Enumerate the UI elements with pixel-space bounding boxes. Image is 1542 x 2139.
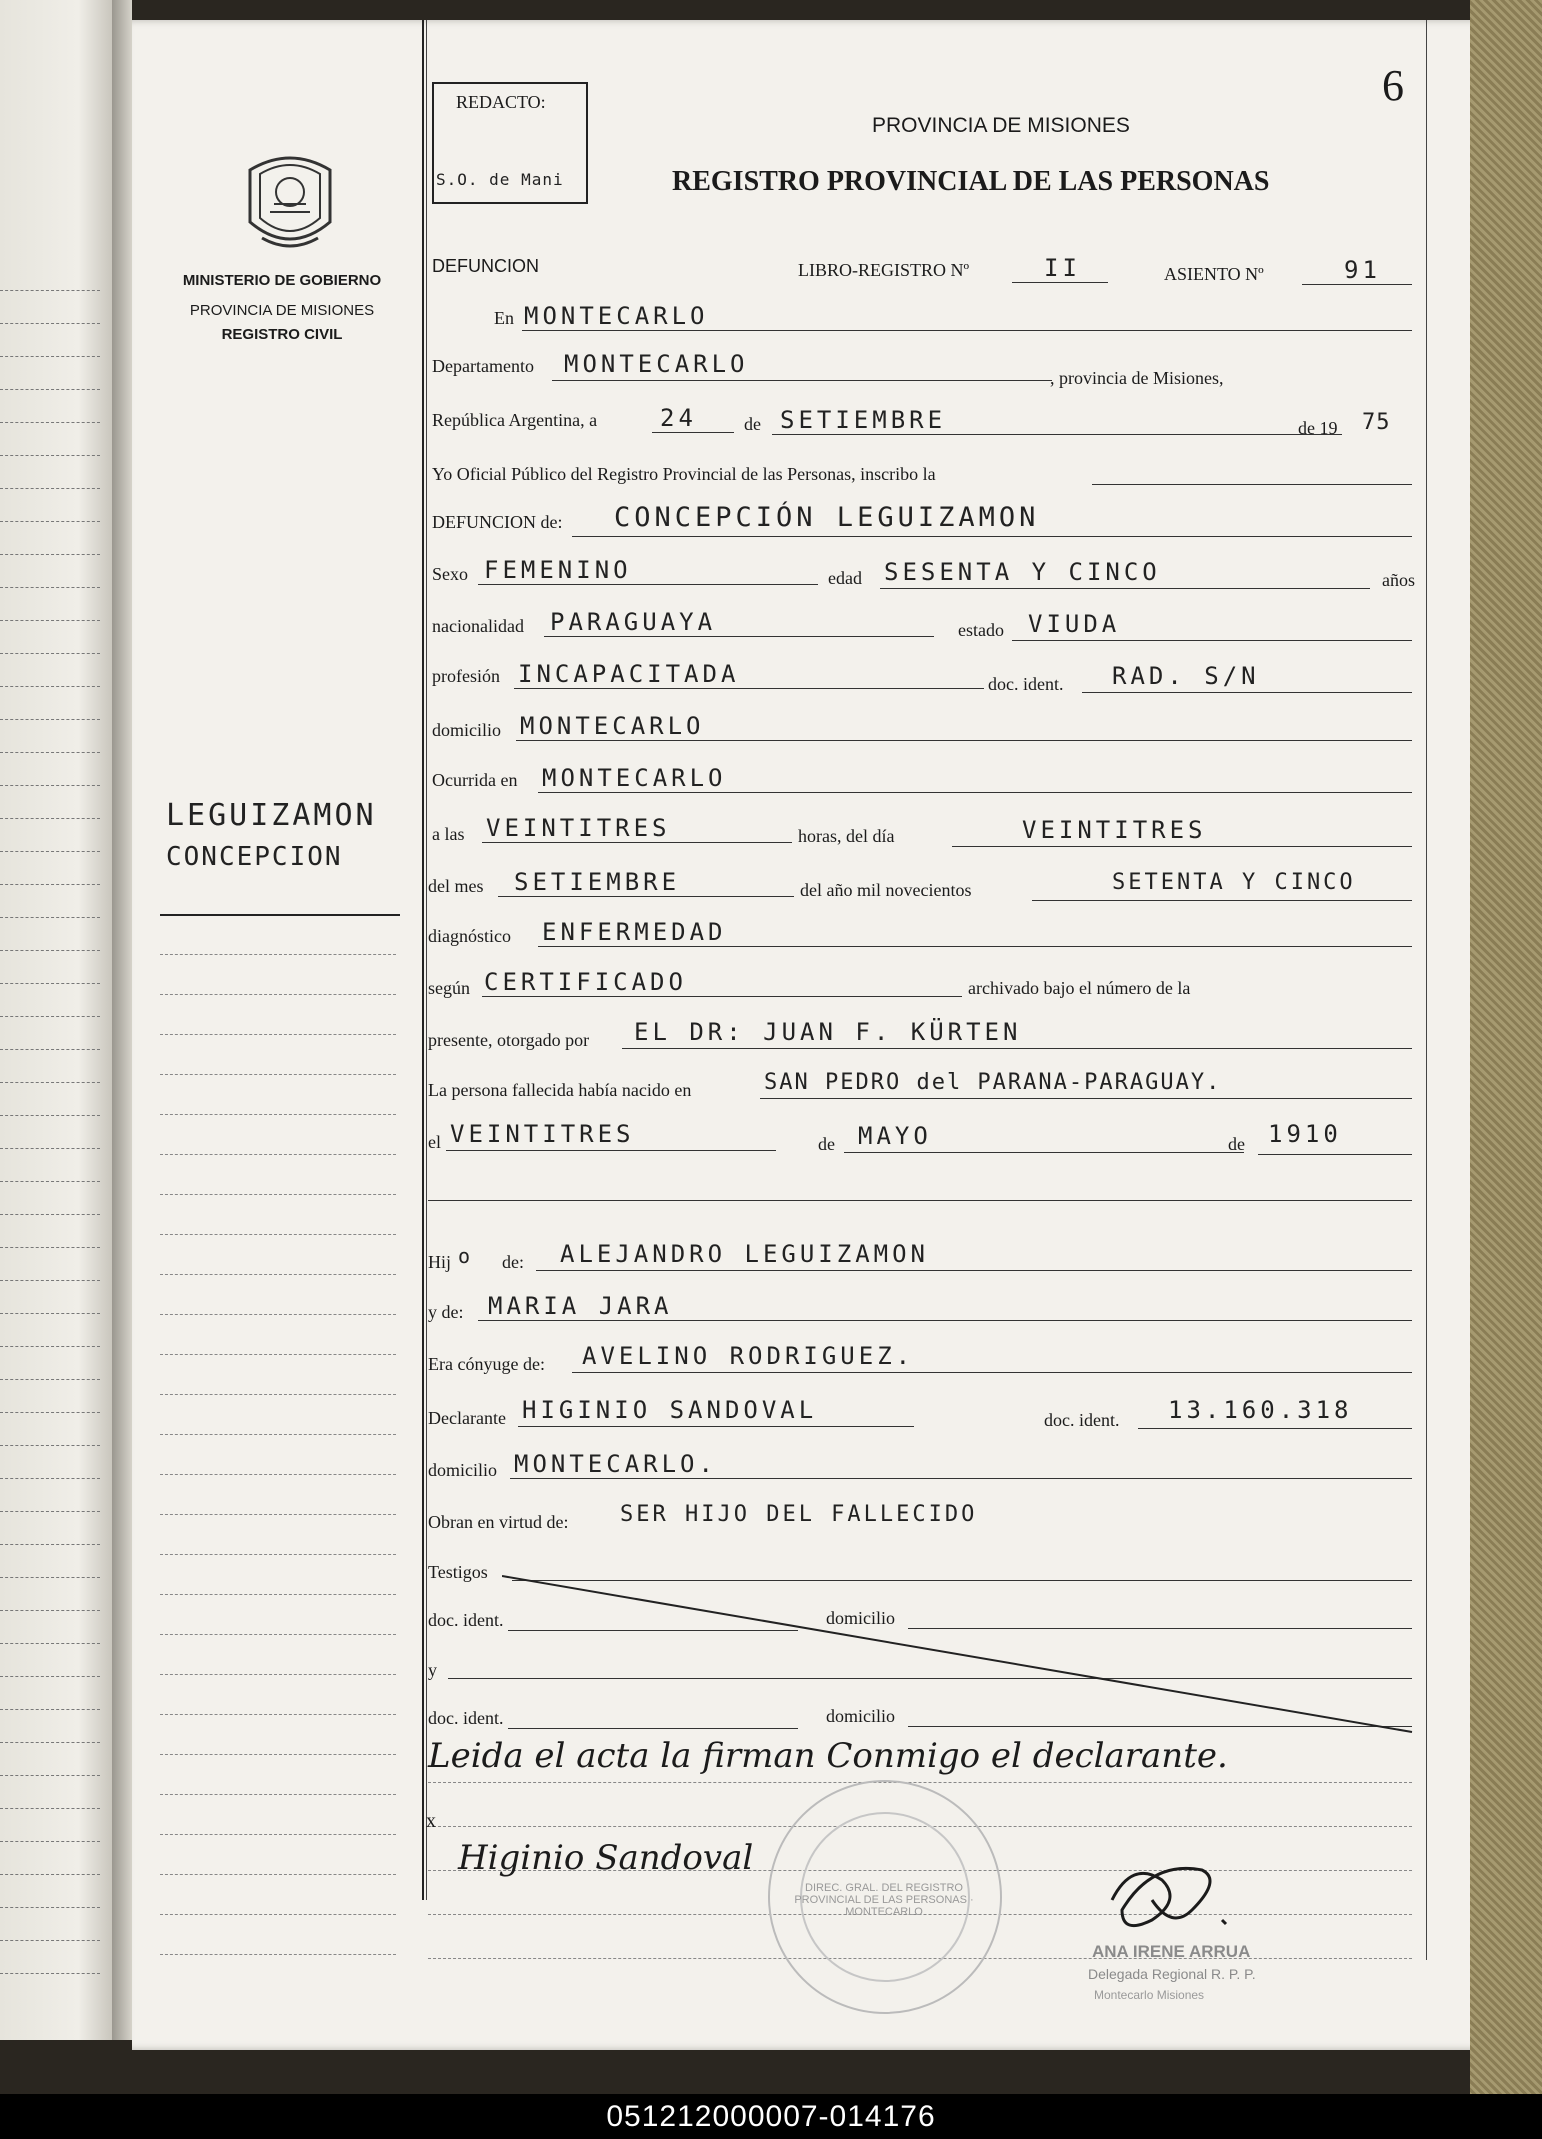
column-divider-inner [426, 20, 427, 1900]
mother-value: MARIA JARA [488, 1292, 673, 1320]
republica-label: República Argentina, a [432, 410, 598, 430]
nacionalidad-value: PARAGUAYA [550, 608, 717, 636]
margin-rule [160, 1274, 396, 1275]
book-gutter [112, 0, 132, 2040]
libro-line [1012, 282, 1108, 283]
doc-ident-label: doc. ident. [988, 674, 1064, 694]
declarante-label: Declarante [428, 1408, 506, 1428]
del-mes-label: del mes [428, 876, 484, 896]
sexo-line [478, 584, 818, 585]
margin-rule [160, 1114, 396, 1115]
y-de-label: y de: [428, 1302, 464, 1322]
margin-rule [160, 1874, 396, 1875]
margin-rule [160, 1954, 396, 1955]
nacionalidad-label: nacionalidad [432, 616, 524, 636]
ano-value: SETENTA Y CINCO [1112, 870, 1356, 895]
left-page-rule [0, 785, 100, 786]
left-page-rule [0, 290, 100, 291]
domicilio-line [516, 740, 1412, 741]
father-value: ALEJANDRO LEGUIZAMON [560, 1240, 929, 1268]
left-page-rule [0, 1115, 100, 1116]
margin-rule [160, 1194, 396, 1195]
act-type: DEFUNCION [432, 256, 539, 276]
nacido-label: La persona fallecida había nacido en [428, 1080, 692, 1100]
left-page-rule [0, 1082, 100, 1083]
declarante-domicilio-line [510, 1478, 1412, 1479]
ministry-label: MINISTERIO DE GOBIERNO [182, 272, 382, 289]
nacido-value: SAN PEDRO del PARANA-PARAGUAY. [764, 1070, 1222, 1095]
en-line [522, 330, 1412, 331]
diagnostico-line [538, 946, 1412, 947]
left-page-rule [0, 1709, 100, 1710]
a-las-label: a las [432, 824, 465, 844]
edad-label: edad [828, 568, 862, 588]
provincia-label: , provincia de Misiones, [1050, 368, 1224, 388]
mes-line [498, 896, 794, 897]
hijo-suffix: o [458, 1244, 475, 1268]
ocurrida-label: Ocurrida en [432, 770, 518, 790]
official-signature [1092, 1840, 1252, 1950]
testigo2-domicilio-label: domicilio [826, 1706, 895, 1726]
left-page-rule [0, 1940, 100, 1941]
day-value: 24 [660, 404, 697, 432]
book-binding [1470, 0, 1542, 2100]
left-page-rule [0, 1148, 100, 1149]
edad-value: SESENTA Y CINCO [884, 558, 1161, 586]
left-page-rule [0, 818, 100, 819]
right-margin-line [1426, 20, 1427, 1960]
ano-line [1032, 900, 1412, 901]
left-page-rule [0, 620, 100, 621]
left-page-rule [0, 851, 100, 852]
stamp-text: DIREC. GRAL. DEL REGISTRO PROVINCIAL DE LAS PERSONAS · MONTECARLO [794, 1882, 974, 1918]
segun-value: CERTIFICADO [484, 968, 687, 996]
margin-rule [160, 1034, 396, 1035]
left-page-rule [0, 1742, 100, 1743]
left-page-rule [0, 752, 100, 753]
day-line [652, 432, 734, 433]
testigo-doc-label: doc. ident. [428, 1610, 504, 1630]
left-page-rule [0, 1544, 100, 1545]
oficial-line [1092, 484, 1412, 485]
column-divider-left [422, 20, 424, 1900]
sexo-label: Sexo [432, 564, 468, 584]
official-place: Montecarlo Misiones [1094, 1988, 1205, 2002]
margin-rule [160, 1154, 396, 1155]
margin-rule [160, 994, 396, 995]
redacto-value: S.O. de Mani [436, 170, 564, 189]
province-header: PROVINCIA DE MISIONES [872, 114, 1130, 137]
presente-label: presente, otorgado por [428, 1030, 590, 1050]
asiento-line [1302, 284, 1412, 285]
archive-footer [0, 2094, 1542, 2139]
left-page-rule [0, 1676, 100, 1677]
registry-label: REGISTRO CIVIL [221, 326, 343, 343]
doc-ident-line [1082, 692, 1412, 693]
declarante-line [518, 1426, 914, 1427]
deceased-line [572, 536, 1412, 537]
left-page-rule [0, 1841, 100, 1842]
segun-label: según [428, 978, 470, 998]
dia-value: VEINTITRES [1022, 816, 1207, 844]
left-page-rule [0, 488, 100, 489]
declarant-signature: Higinio Sandoval [458, 1838, 754, 1878]
left-page-rule [0, 653, 100, 654]
testigos-strike [502, 1560, 1422, 1740]
declarante-domicilio-value: MONTECARLO. [514, 1450, 717, 1478]
leida-text: Leida el acta la firman Conmigo el declarante. [428, 1736, 1228, 1776]
en-value: MONTECARLO [524, 302, 709, 330]
domicilio-value: MONTECARLO [520, 712, 705, 740]
domicilio-label: domicilio [432, 720, 501, 740]
margin-rule [160, 1674, 396, 1675]
margin-rule [160, 1754, 396, 1755]
left-page-rule [0, 1874, 100, 1875]
ocurrida-line [538, 792, 1412, 793]
oficial-text: Yo Oficial Público del Registro Provincial de las Personas, inscribo la [432, 464, 936, 484]
redacto-label: REDACTO: [456, 92, 546, 112]
archivado-label: archivado bajo el número de la [968, 978, 1191, 998]
left-page-rule [0, 1808, 100, 1809]
margin-rule [160, 1074, 396, 1075]
declarante-doc-label: doc. ident. [1044, 1410, 1120, 1430]
redacto-box [432, 82, 588, 204]
left-page-rule [0, 1445, 100, 1446]
left-page-rule [0, 1511, 100, 1512]
left-page-rule [0, 983, 100, 984]
closing-rule [428, 1782, 1412, 1783]
year-prefix: de 19 [1298, 418, 1338, 438]
left-page-rule [0, 1973, 100, 1974]
estado-label: estado [958, 620, 1004, 640]
estado-value: VIUDA [1028, 610, 1121, 638]
dia-line [952, 846, 1412, 847]
horas-value: VEINTITRES [486, 814, 671, 842]
left-page-rule [0, 587, 100, 588]
left-page-rule [0, 422, 100, 423]
profesion-label: profesión [432, 666, 500, 686]
obran-label: Obran en virtud de: [428, 1512, 569, 1532]
margin-name-rule [160, 914, 400, 916]
el-label: el [428, 1132, 441, 1152]
left-page-rule [0, 323, 100, 324]
left-page-rule [0, 1412, 100, 1413]
left-page-rule [0, 521, 100, 522]
left-page-rule [0, 389, 100, 390]
declarante-value: HIGINIO SANDOVAL [522, 1396, 818, 1424]
left-page-rule [0, 719, 100, 720]
diagnostico-value: ENFERMEDAD [542, 918, 727, 946]
page-number: 6 [1382, 61, 1404, 110]
left-page-rule [0, 1610, 100, 1611]
obran-value: SER HIJO DEL FALLECIDO [620, 1502, 978, 1527]
margin-rule [160, 1474, 396, 1475]
conyuge-line [572, 1372, 1412, 1373]
left-page-rule [0, 554, 100, 555]
left-page-rule [0, 1214, 100, 1215]
en-label: En [494, 308, 514, 328]
birth-day: VEINTITRES [450, 1120, 635, 1148]
left-page-rule [0, 686, 100, 687]
left-page-rule [0, 356, 100, 357]
mother-line [478, 1320, 1412, 1321]
margin-rule [160, 1634, 396, 1635]
otorgado-line [622, 1048, 1412, 1049]
y-label: y [428, 1660, 437, 1680]
profesion-value: INCAPACITADA [518, 660, 740, 688]
hijo-de-label: de: [502, 1252, 524, 1272]
month-value: SETIEMBRE [780, 406, 947, 434]
left-page-rule [0, 1247, 100, 1248]
conyuge-label: Era cónyuge de: [428, 1354, 545, 1374]
testigo-domicilio-label: domicilio [826, 1608, 895, 1628]
month-line [772, 434, 1342, 435]
margin-rule [160, 1314, 396, 1315]
declarante-domicilio-label: domicilio [428, 1460, 497, 1480]
sexo-value: FEMENINO [484, 556, 632, 584]
left-page-rule [0, 1016, 100, 1017]
margin-rule [160, 1394, 396, 1395]
anos-label: años [1382, 570, 1415, 590]
footer-code: 051212000007-014176 [606, 2100, 936, 2133]
birth-month-line [844, 1152, 1244, 1153]
ocurrida-value: MONTECARLO [542, 764, 727, 792]
margin-rule [160, 1594, 396, 1595]
birth-year: 1910 [1268, 1120, 1342, 1148]
left-page-rule [0, 1577, 100, 1578]
margin-rule [160, 1514, 396, 1515]
deceased-name: CONCEPCIÓN LEGUIZAMON [614, 502, 1040, 533]
blank-line [428, 1200, 1412, 1201]
nacido-line [760, 1098, 1412, 1099]
day-de-label: de [744, 414, 761, 434]
birth-year-line [1258, 1154, 1412, 1155]
margin-rule [160, 1434, 396, 1435]
defuncion-de-label: DEFUNCION de: [432, 512, 563, 532]
margin-surname: LEGUIZAMON [166, 798, 377, 833]
otorgado-value: EL DR: JUAN F. KÜRTEN [634, 1018, 1022, 1046]
left-page-rule [0, 1313, 100, 1314]
margin-rule [160, 1354, 396, 1355]
left-page-rule [0, 884, 100, 885]
edad-line [880, 588, 1370, 589]
doc-ident-value: RAD. S/N [1112, 662, 1260, 690]
birth-month: MAYO [858, 1122, 932, 1150]
birth-day-line [446, 1150, 776, 1151]
testigos-label: Testigos [428, 1562, 488, 1582]
x-mark: x [426, 1810, 436, 1832]
conyuge-value: AVELINO RODRIGUEZ. [582, 1342, 915, 1370]
margin-given-name: CONCEPCION [166, 842, 343, 872]
father-line [536, 1270, 1412, 1271]
left-page-edge [0, 0, 112, 2040]
left-page-rule [0, 1049, 100, 1050]
official-title: Delegada Regional R. P. P. [1088, 1966, 1256, 1982]
left-page-rule [0, 1280, 100, 1281]
birth-de2-label: de [1228, 1134, 1245, 1154]
left-page-rule [0, 1346, 100, 1347]
asiento-label: ASIENTO Nº [1164, 264, 1264, 284]
declarante-doc-line [1138, 1428, 1412, 1429]
left-page-rule [0, 1181, 100, 1182]
mes-value: SETIEMBRE [514, 868, 681, 896]
margin-rule [160, 1554, 396, 1555]
testigo2-doc-label: doc. ident. [428, 1708, 504, 1728]
province-label: PROVINCIA DE MISIONES [189, 302, 375, 319]
margin-rule [160, 1914, 396, 1915]
declarante-doc-value: 13.160.318 [1168, 1396, 1353, 1424]
ano-label: del año mil novecientos [800, 880, 972, 900]
margin-rule [160, 954, 396, 955]
hijo-label: Hij [428, 1252, 452, 1272]
departamento-value: MONTECARLO [564, 350, 749, 378]
diagnostico-label: diagnóstico [428, 926, 511, 946]
year-suffix: 75 [1362, 410, 1391, 435]
profesion-line [514, 688, 984, 689]
registry-title: REGISTRO PROVINCIAL DE LAS PERSONAS [672, 166, 1270, 197]
left-page-rule [0, 1478, 100, 1479]
left-page-rule [0, 455, 100, 456]
margin-rule [160, 1794, 396, 1795]
official-name: ANA IRENE ARRUA [1092, 1942, 1251, 1961]
province-emblem [240, 142, 340, 260]
horas-label: horas, del día [798, 826, 895, 846]
horas-line [482, 842, 792, 843]
left-page-rule [0, 950, 100, 951]
left-page-rule [0, 1643, 100, 1644]
asiento-value: 91 [1344, 256, 1381, 284]
official-stamp [768, 1780, 1002, 2014]
segun-line [482, 996, 962, 997]
margin-rule [160, 1234, 396, 1235]
left-page-rule [0, 1379, 100, 1380]
departamento-label: Departamento [432, 356, 534, 376]
left-page-rule [0, 917, 100, 918]
left-page-rule [0, 1775, 100, 1776]
estado-line [1012, 640, 1412, 641]
libro-value: II [1044, 254, 1081, 282]
departamento-line [552, 380, 1052, 381]
birth-de-label: de [818, 1134, 835, 1154]
libro-label: LIBRO-REGISTRO Nº [798, 260, 970, 280]
nacionalidad-line [544, 636, 934, 637]
margin-rule [160, 1834, 396, 1835]
margin-rule [160, 1714, 396, 1715]
left-page-rule [0, 1907, 100, 1908]
register-page [132, 20, 1512, 2050]
